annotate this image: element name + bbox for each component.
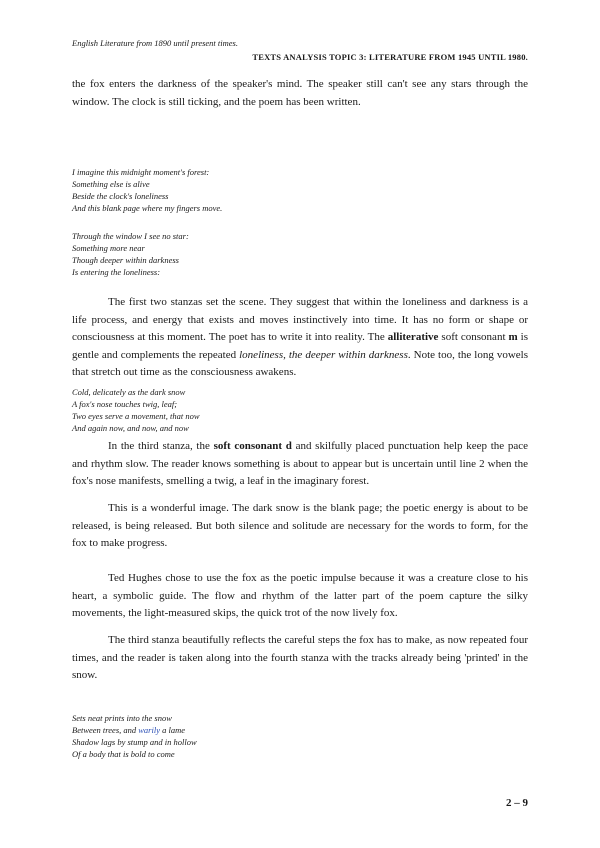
poem-line: Though deeper within darkness [72, 255, 179, 265]
poem-line: Of a body that is bold to come [72, 749, 175, 759]
paragraph-text: soft consonant [438, 331, 509, 343]
poem-line: Two eyes serve a movement, that now [72, 411, 200, 421]
analysis-paragraph-stanzas-1-2 [72, 294, 528, 382]
poem-line: Through the window I see no star: [72, 231, 189, 241]
page-number: 2 – 9 [506, 797, 528, 809]
poem-line [72, 724, 197, 736]
paragraph-text: . Note too, the long vowels that stretch out time as the consciousness awakens. [72, 348, 528, 378]
poem-line: Something else is alive [72, 179, 150, 189]
analysis-paragraph-image: This is a wonderful image. The dark snow is the blank page; the poetic energy is about to be released, is being released. But both silence and solitude are necessary for the words to form, for the fox to make progress. [72, 502, 528, 549]
poem-line: Shadow lags by stump and in hollow [72, 737, 197, 747]
poem-line: A fox's nose touches twig, leaf; [72, 399, 178, 409]
paragraph-text: is gentle and complements the repeated [72, 331, 528, 361]
poem-stanza-1 [72, 166, 222, 214]
emphasis-alliterative: alliterative [387, 331, 439, 343]
poem-line: Something more near [72, 243, 145, 253]
poem-stanza-4 [72, 712, 197, 760]
emphasis-consonant-d: soft consonant d [213, 440, 292, 452]
quoted-phrase: loneliness, the deeper within darkness [239, 348, 408, 361]
section-title: TEXTS ANALYSIS TOPIC 3: LITERATURE FROM 1945 UNTIL 1980. [252, 52, 528, 62]
analysis-paragraph-careful-steps: The third stanza beautifully reflects the careful steps the fox has to make, as now repeated four times, and the reader is taken along into the fourth stanza with the tracks already being 'printed' in the snow. [72, 634, 528, 681]
poem-line: Beside the clock's loneliness [72, 191, 169, 201]
poem-line-text: a lame [159, 725, 186, 735]
poem-line: Cold, delicately as the dark snow [72, 387, 186, 397]
paragraph-text: and skilfully placed punctuation help keep the pace and rhythm slow. The reader knows something is about to appear but is uncertain until line 2 when the fox's nose manifests, smelling a twig, a leaf in the imaginary forest. [72, 440, 528, 487]
poem-line: Sets neat prints into the snow [72, 713, 172, 723]
analysis-paragraph-stanza-3 [72, 438, 528, 491]
poem-line: I imagine this midnight moment's forest: [72, 167, 210, 177]
poem-line: Is entering the loneliness: [72, 267, 161, 277]
poem-stanza-3 [72, 386, 200, 434]
poem-stanza-2 [72, 230, 189, 278]
analysis-paragraph-fox-symbol: Ted Hughes chose to use the fox as the poetic impulse because it was a creature close to his heart, a symbolic guide. The flow and rhythm of the latter part of the poem capture the silky movements, the light-measured skips, the quick trot of the now lively fox. [72, 572, 528, 619]
poem-line-text: Between trees, and [72, 725, 139, 735]
course-title: English Literature from 1890 until present times. [72, 38, 238, 48]
highlighted-word-warily[interactable]: warily [138, 725, 160, 735]
intro-paragraph: the fox enters the darkness of the speaker's mind. The speaker still can't see any stars through the window. The clock is still ticking, and the poem has been written. [72, 78, 528, 108]
poem-line: And this blank page where my fingers move. [72, 203, 223, 213]
emphasis-consonant-m: m [508, 331, 518, 343]
poem-line: And again now, and now, and now [72, 423, 189, 433]
paragraph-text: In the third stanza, the [108, 440, 214, 452]
paragraph-text: The first two stanzas set the scene. They suggest that within the loneliness and darkness is a life process, and energy that exists and moves instinctively into time. It has no form or shape or consciousness at this moment. The poet has to write it into reality. The [72, 296, 528, 343]
